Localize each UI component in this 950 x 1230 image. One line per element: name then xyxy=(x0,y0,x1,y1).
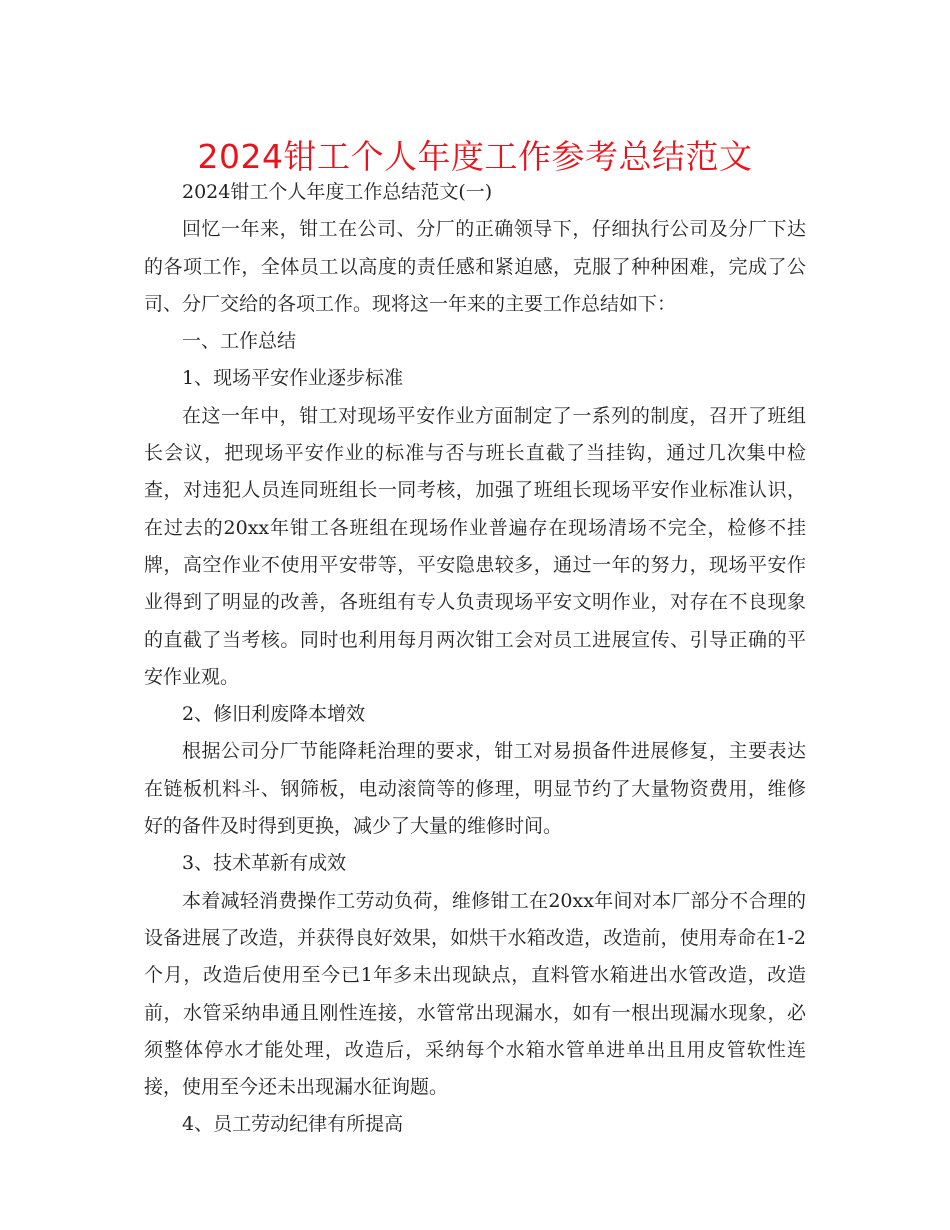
body-paragraph-2: 根据公司分厂节能降耗治理的要求，钳工对易损备件进展修复，主要表达在链板机料斗、钢筛板，电动滚筒等的修理，明显节约了大量物资费用，维修好的备件及时得到更换，减少了大量的维修时间。 xyxy=(144,740,806,838)
body-paragraph-3: 本着减轻消费操作工劳动负荷，维修钳工在20xx年间对本厂部分不合理的设备进展了改造，并获得良好效果，如烘干水箱改造，改造前，使用寿命在1-2个月，改造后使用至今已1年多未出现缺点，直料管水箱进出水管改造，改造前，水管采纳串通且刚性连接，水管常出现漏水，如有一根出现漏水现象，必须整体停水才能处理，改造后，采纳每个水箱水管单进单出且用皮管软性连接，使用至今还未出现漏水征询题。 xyxy=(144,889,806,1099)
subsection-heading-4: 4、员工劳动纪律有所提高 xyxy=(182,1113,404,1136)
subsection-heading-2: 2、修旧利废降本增效 xyxy=(182,703,366,726)
subtitle-paragraph: 2024钳工个人年度工作总结范文(一) xyxy=(182,181,493,203)
subsection-heading-1: 1、现场平安作业逐步标准 xyxy=(182,367,404,390)
section-heading-work-summary: 一、工作总结 xyxy=(182,330,297,353)
subsection-heading-3: 3、技术革新有成效 xyxy=(182,852,347,875)
document-body xyxy=(144,174,806,1144)
body-paragraph-1: 在这一年中，钳工对现场平安作业方面制定了一系列的制度，召开了班组长会议，把现场平安作业的标准与否与班长直截了当挂钩，通过几次集中检查，对违犯人员连同班组长一同考核，加强了班组长现场平安作业标准认识，在过去的20xx年钳工各班组在现场作业普遍存在现场清场不完全，检修不挂牌，高空作业不使用平安带等，平安隐患较多，通过一年的努力，现场平安作业得到了明显的改善，各班组有专人负责现场平安文明作业，对存在不良现象的直截了当考核。同时也利用每月两次钳工会对员工进展宣传、引导正确的平安作业观。 xyxy=(144,404,806,688)
document-title: 2024钳工个人年度工作参考总结范文 xyxy=(197,137,753,176)
intro-paragraph: 回忆一年来，钳工在公司、分厂的正确领导下，仔细执行公司及分厂下达的各项工作，全体员工以高度的责任感和紧迫感，克服了种种困难，完成了公司、分厂交给的各项工作。现将这一年来的主要工作总结如下： xyxy=(144,218,806,315)
